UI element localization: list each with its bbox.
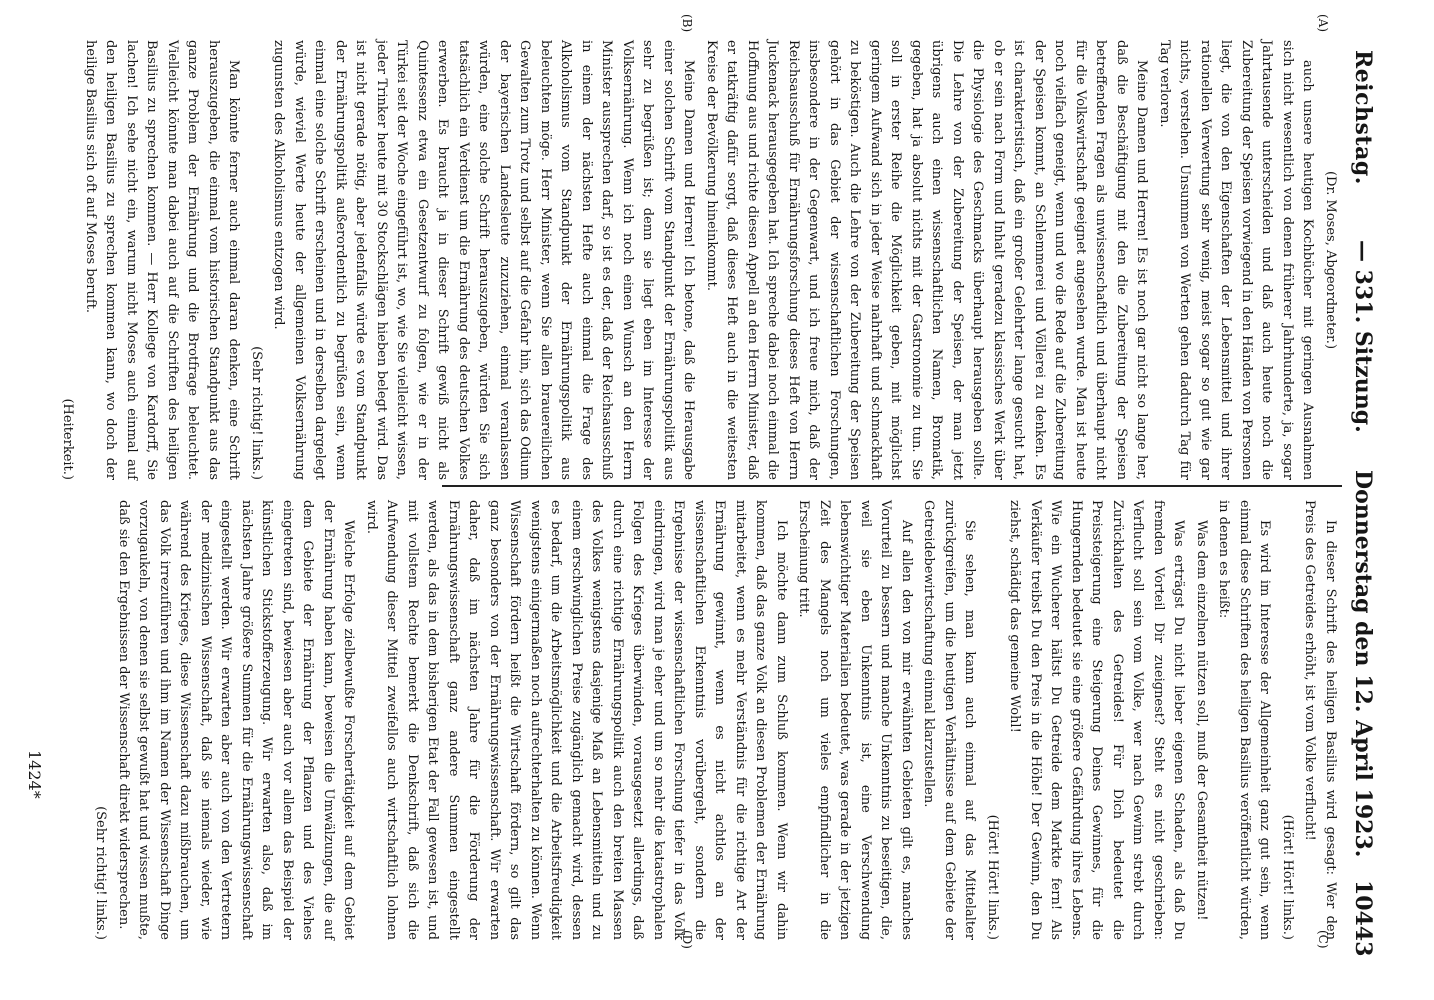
header-reichstag: Reichstag.	[1350, 50, 1376, 185]
page-number: 10443	[1350, 880, 1376, 957]
page-header	[1344, 0, 1376, 1000]
header-date: Donnerstag den 12. April 1923.	[1350, 470, 1376, 858]
interjection: (Hört! Hört! links.)	[1280, 814, 1295, 940]
marker-c: (C)	[1316, 930, 1330, 949]
paragraph: Man könnte ferner auch einmal daran denken, eine Schrift herauszugeben, die einmal vom historischen Standpunkt aus das ganze Problem der Ernährung und die Brotfrage beleuchtet. Vielleicht könnte man dabei auch auf die Schriften des heiligen Basilius zu sprechen kommen. — Herr Kollege von Kardorff, Sie lachen! Ich sehe nicht ein, warum nicht Moses auch einmal auf den heiligen Basilius zu sprechen kommen kann, wo doch der heilige Basilius sich oft auf Moses beruft.	[83, 40, 242, 480]
marker-a: (A)	[1316, 14, 1330, 33]
header-session: — 331. Sitzung.	[1350, 240, 1376, 433]
column-divider	[442, 485, 1342, 487]
paragraph: Es wird im Interesse der Allgemeinheit ganz gut sein, wenn einmal diese Schriften des heiligen Basilius veröffentlicht würden, in denen es heißt:	[1216, 500, 1273, 940]
marker-d: (D)	[680, 930, 694, 949]
quotation: Was erträgst Du nicht lieber eigenen Schaden, als daß Du fremden Vorteil Dir zueignest? Steht es nicht geschrieben: Verflucht soll sein vom Volke, wer nach Gewinn strebt durch Zurückhalten des Getreides! Für Dich bedeutet die Preissteigerung eine Steigerung Deines Gewinnes, für die Hungernden bedeutet sie eine größere Gefährdung ihres Lebens. Wie ein Wucherer hältst Du Getreide dem Markte fern! Als Verkäufer treibst Du den Preis in die Höhe! Der Gewinn, den Du ziehst, schädigt das gemeine Wohl!	[1007, 500, 1187, 940]
speaker-label: (Dr. Moses, Abgeordneter.)	[1323, 170, 1338, 350]
left-column	[55, 40, 1340, 480]
footer-number: 1424*	[25, 750, 44, 799]
interjection: (Heiterkeit.)	[60, 398, 76, 480]
paragraph: Ich möchte dann zum Schluß kommen. Wenn wir dahin kommen, daß das ganze Volk an diesen Problemen der Ernährung mitarbeitet, wenn es mehr Verständnis für die richtige Art der Ernährung gewinnt, wenn es nicht achtlos an der wissenschaftlichen Erkenntnis vorübergeht, sondern die Ergebnisse der wissenschaftlichen Forschung tiefer in das Volk eindringen, wird man je eher und um so mehr die katastrophalen Folgen des Krieges überwinden, vorausgesetzt allerdings, daß durch eine richtige Ernährungspolitik auch den breiten Massen des Volkes wenigstens dasjenige Maß an Lebensmitteln und zu einem erschwinglichen Preise zugänglich gemacht wird, dessen es bedarf, um die Arbeitsmöglichkeit und die Arbeitsfreudigkeit wenigstens einigermaßen noch aufrechterhalten zu können. Wenn Wissenschaft fördern heißt die Wirtschaft fördern, so gilt das ganz besonders von der Ernährungswissenschaft. Wir erwarten daher, daß im nächsten Jahre für die Förderung der Ernährungswissenschaft ganz andere Summen eingestellt werden, als das in dem bisherigen Etat der Fall gewesen ist, und mit vollstem Rechte bemerkt die Denkschrift, daß sich die Aufwendung dieser Mittel zweifellos auch wirtschaftlich lohnen wird.	[364, 500, 789, 940]
paragraph: Meine Damen und Herren! Es ist noch gar nicht so lange her, daß die Beschäftigung mit den die Zubereitung der Speisen betreffenden Fragen als unwissenschaftlich und überhaupt nicht für die Volkswirtschaft geeignet angesehen wurde. Man ist heute noch vielfach geneigt, wenn und wo die Rede auf die Zubereitung der Speisen kommt, an Schlemmerei und Völlerei zu denken. Es ist charakteristisch, daß ein großer Gelehrter lange gesucht hat, ob er sein nach Form und Inhalt geradezu klassisches Werk über die Physiologie des Geschmacks überhaupt herausgeben sollte. Die Lehre von der Zubereitung der Speisen, der man jetzt übrigens auch einen wissenschaftlichen Namen, Bromatik, gegeben, hat ja absolut nichts mit der Gastronomie zu tun. Sie soll in erster Reihe die Möglichkeit geben, mit möglichst geringem Aufwand sich in jeder Weise nahrhaft und schmackhaft zu beköstigen. Auch die Lehre von der Zubereitung der Speisen gehört in das Gebiet der wissenschaftlichen Forschungen, insbesondere in der Gegenwart, und ich freue mich, daß der Reichsausschuß für Ernährungsforschung dieses Heft von Herrn Juckenack herausgegeben hat. Ich spreche dabei noch einmal die Hoffnung aus und richte diesen Appell an den Herrn Minister, daß er tatkräftig dafür sorgt, daß dieses Heft auch in die weitesten Kreise der Bevölkerung hineinkommt.	[704, 40, 1150, 480]
interjection: (Sehr richtig! links.)	[249, 346, 264, 480]
paragraph: Welche Erfolge zielbewußte Forschertätigkeit auf dem Gebiet der Ernährung haben kann, beweisen die Umwälzungen, die auf dem Gebiete der Ernährung der Pflanzen und des Viehes eingetreten sind, bewiesen aber auch vor allem das Beispiel der künstlichen Stickstofferzeugung. Wir erwarten also, daß im nächsten Jahre größere Summen für die Ernährungswissenschaft eingestellt werden. Wir erwarten aber auch von den Vertretern der medizinischen Wissenschaft, daß sie niemals wieder, wie während des Krieges, diese Wissenschaft dazu mißbrauchen, um das Volk irrezuführen und ihm im Namen der Wissenschaft Dinge vorzugaukeln, von denen sie selbst gewußt hat und wissen mußte, daß sie den Ergebnissen der Wissenschaft direkt widersprechen.	[116, 500, 357, 940]
paragraph: auch unsere heutigen Kochbücher mit geringen Ausnahmen sich nicht wesentlich von denen früherer Jahrhunderte, ja, sogar Jahrtausende unterscheiden und daß auch heute noch die Zubereitung der Speisen vorwiegend in den Händen von Personen liegt, die von den Eigenschaften der Lebensmittel und ihrer rationellen Verwertung sehr wenig, meist sogar so gut wie gar nichts, verstehen. Unsummen von Werten gehen dadurch Tag für Tag verloren.	[1157, 40, 1316, 480]
quotation: Was dem einzelnen nützen soll, muß der Gesamtheit nützen!	[1194, 520, 1209, 921]
paragraph: Sie sehen, man kann auch einmal auf das Mittelalter zurückgreifen, um die heutigen Verhältnisse auf dem Gebiete der Getreidebewirtschaftung einmal klarzustellen.	[921, 500, 978, 940]
paragraph: Auf allen den von mir erwähnten Gebieten gilt es, manches Vorurteil zu bessern und manche Unkenntnis zu beseitigen, die, weil sie eben Unkenntnis ist, eine Verschwendung lebenswichtiger Materialien bedeutet, was gerade in der jetzigen Zeit des Mangels noch um vieles empfindlicher in die Erscheinung tritt.	[796, 500, 914, 940]
paragraph: In dieser Schrift des heiligen Basilius wird gesagt: Wer den Preis des Getreides erhöht, ist vom Volke verflucht!	[1302, 500, 1338, 940]
interjection: (Sehr richtig! links.)	[93, 806, 109, 940]
marker-b: (B)	[680, 14, 694, 33]
interjection: (Hört! Hört! links.)	[985, 814, 1000, 940]
paragraph: Meine Damen und Herren! Ich betone, daß die Herausgabe einer solchen Schrift vom Standpunkt der Ernährungspolitik aus sehr zu begrüßen ist; denn sie liegt eben im Interesse der Volksernährung. Wenn ich noch einen Wunsch an den Herrn Minister aussprechen darf, so ist es der, daß der Reichsausschuß in einem der nächsten Hefte auch einmal die Frage des Alkoholismus vom Standpunkt der Ernährungspolitik aus beleuchten möge. Herr Minister, wenn Sie allen brauereilichen Gewalten zum Trotz und selbst auf die Gefahr hin, sich das Odium der bayerischen Landesleute zuzuziehen, einmal veranlassen würden, eine solche Schrift herauszugeben, würden Sie sich tatsächlich ein Verdienst um die Ernährung des deutschen Volkes erwerben. Es braucht ja in dieser Schrift gewiß nicht als Quintessenz etwa ein Gesetzentwurf zu folgen, wie er in der Türkei seit der Woche eingeführt ist, wo, wie Sie vielleicht wissen, jeder Trinker heute mit 30 Stockschlägen hieben belegt wird. Das ist nicht gerade nötig, aber jedenfalls würde es vom Standpunkt der Ernährungspolitik außerordentlich zu begrüßen sein, wenn einmal eine solche Schrift erscheinen und in derselben dargelegt würde, wieviel Werte heute der allgemeinen Volksernährung zugunsten des Alkoholismus entzogen wird.	[271, 40, 697, 480]
right-column	[88, 500, 1340, 940]
